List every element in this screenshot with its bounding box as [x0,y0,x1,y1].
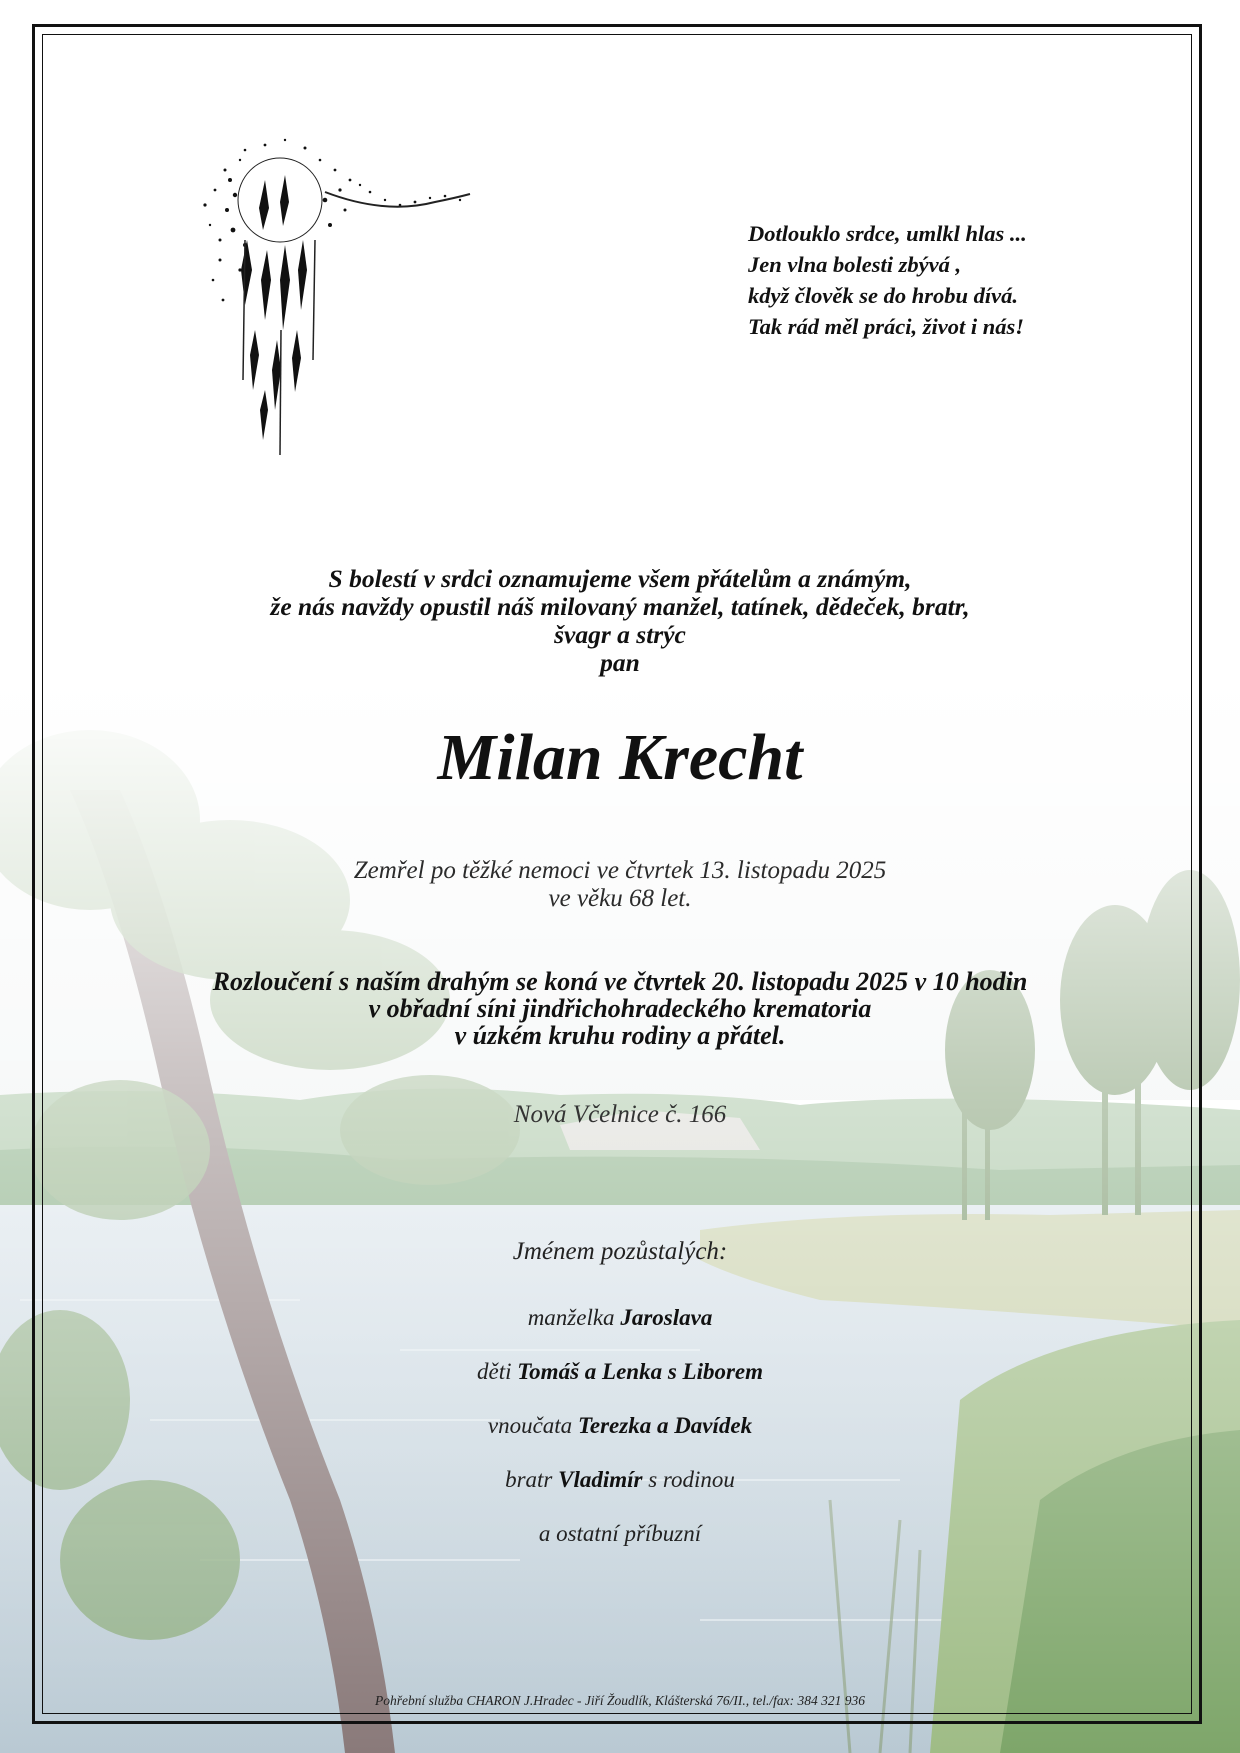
mourners-heading: Jménem pozůstalých: [512,1238,728,1265]
verse-line: když člověk se do hrobu dívá. [748,283,1018,308]
announcement-text [40,565,1200,677]
mourner-names: Jaroslava [620,1305,713,1330]
announcement-line: pan [600,648,640,677]
deceased-name: Milan Krecht [437,721,803,794]
mourner-row [40,1411,1200,1465]
mourner-relation: vnoučata [487,1413,573,1438]
funeral-service-footer: Pohřební služba CHARON J.Hradec - Jiří Žoudlík, Klášterská 76/II., tel./fax: 384 321 936 [374,1693,866,1708]
farewell-line: v úzkém kruhu rodiny a přátel. [454,1021,786,1050]
verse-line: Tak rád měl práci, život i nás! [748,314,1025,339]
mourner-row [40,1303,1200,1357]
announcement-line: S bolestí v srdci oznamujeme všem přátelům a známým, [328,564,912,593]
mourner-relation: děti [476,1359,512,1384]
mourners-list [40,1237,1200,1573]
verse-line: Dotlouklo srdce, umlkl hlas ... [748,221,1027,246]
farewell-line: Rozloučení s naším drahým se koná ve čtvrtek 20. listopadu 2025 v 10 hodin [212,967,1028,996]
mourner-names: Tomáš a Lenka s Liborem [517,1359,764,1384]
mourner-suffix: s rodinou [648,1467,735,1492]
announcement-line: že nás navždy opustil náš milovaný manžel, tatínek, dědeček, bratr, [270,592,970,621]
mourner-row [40,1357,1200,1411]
death-info-line: Zemřel po těžké nemoci ve čtvrtek 13. listopadu 2025 [353,857,887,884]
announcement-line: švagr a strýc [554,620,686,649]
mourner-relation: manželka [527,1305,615,1330]
death-info [40,857,1200,913]
mourner-relation: bratr [505,1467,553,1492]
mourner-names: Vladimír [558,1467,643,1492]
memorial-verse [748,218,1088,342]
verse-line: Jen vlna bolesti zbývá , [748,252,962,277]
farewell-ceremony-info [40,968,1200,1049]
mourner-names: Terezka a Davídek [577,1413,753,1438]
mourners-closing: a ostatní příbuzní [538,1521,702,1546]
moon-candle-emblem-icon [185,130,475,460]
mourner-row [40,1465,1200,1519]
farewell-line: v obřadní síni jindřichohradeckého krematoria [368,994,872,1023]
address: Nová Včelnice č. 166 [513,1101,727,1128]
death-info-line: ve věku 68 let. [548,885,692,912]
